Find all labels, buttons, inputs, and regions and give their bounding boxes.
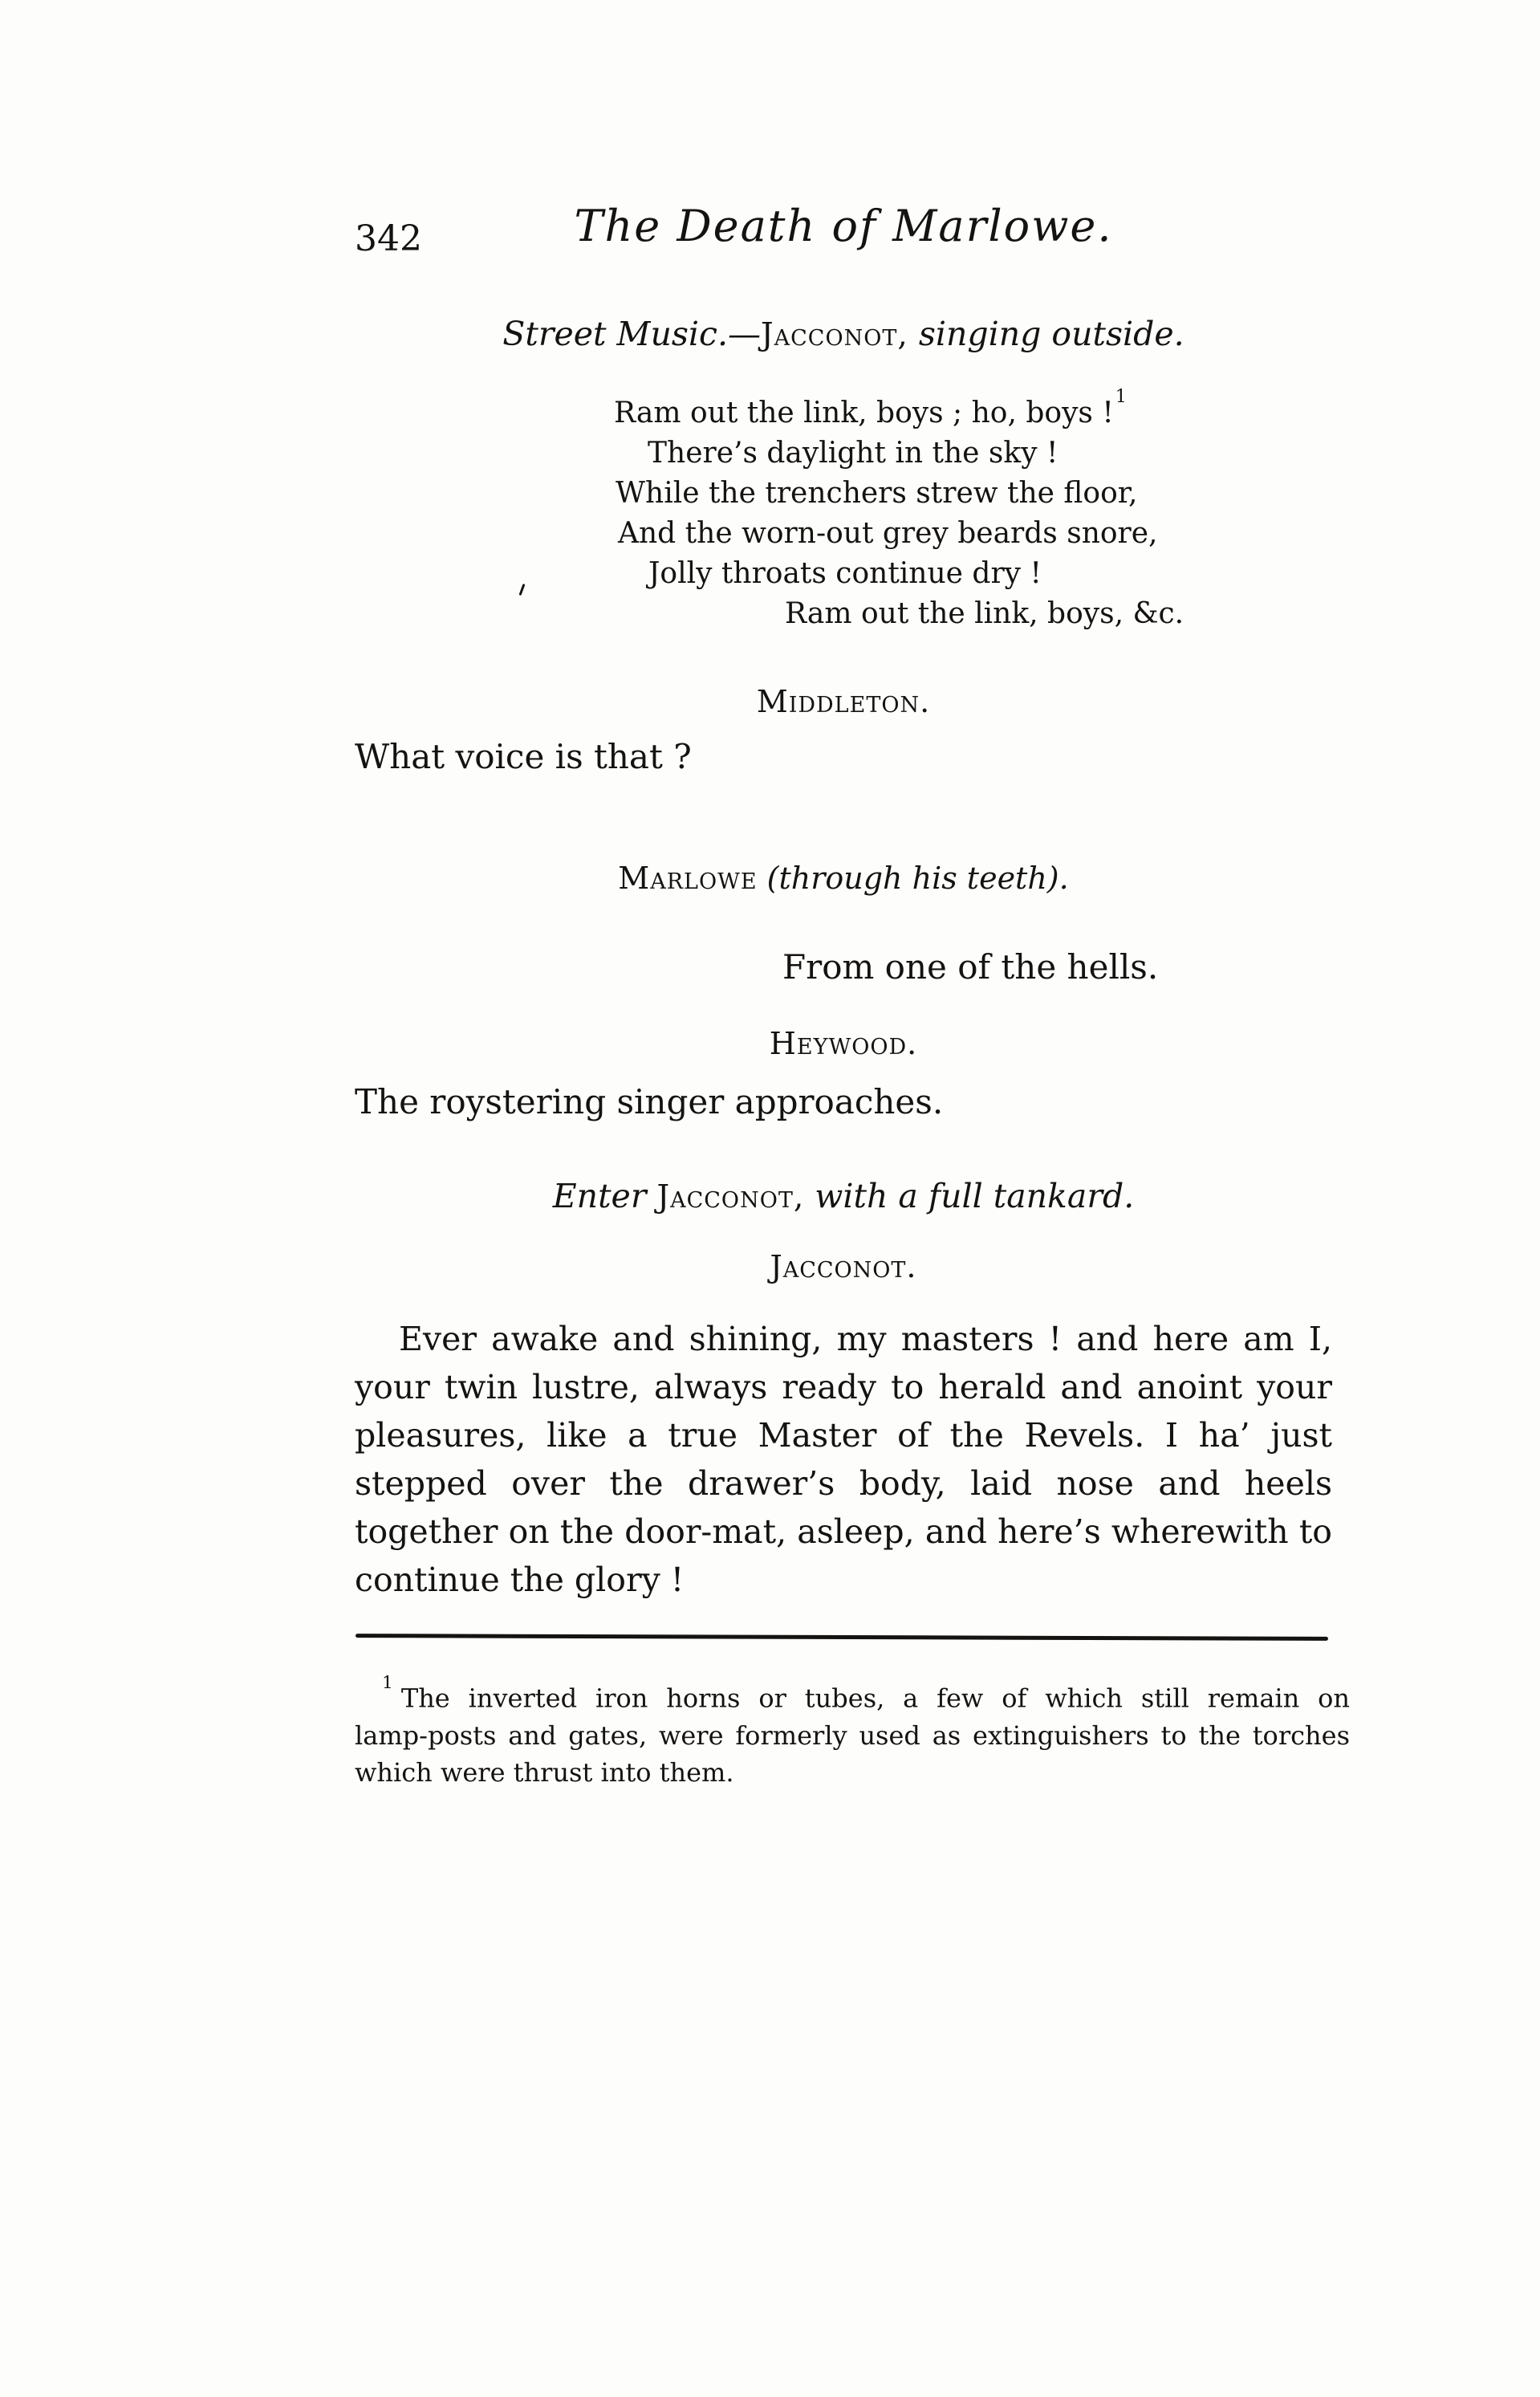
song-line: While the trenchers strew the floor, — [616, 477, 1138, 510]
song-verse — [614, 386, 1184, 634]
footnote-line — [355, 1675, 1350, 1717]
stage-direction-text: Street Music.— — [502, 315, 762, 353]
song-line: Ram out the link, boys, &c. — [785, 597, 1184, 630]
inline-stage-direction: (through his teeth). — [766, 861, 1069, 896]
running-head — [355, 201, 1332, 265]
speaker-heading-jacconot: Jacconot. — [770, 1249, 917, 1284]
footnote-text: The inverted iron horns or tubes, a few of which still remain on — [400, 1683, 1350, 1714]
page-number: 342 — [355, 218, 422, 259]
jacconot-speech — [355, 1315, 1332, 1604]
running-title: The Death of Marlowe. — [574, 201, 1113, 251]
dialogue-line-marlowe: From one of the hells. — [782, 947, 1159, 987]
speaker-heading-marlowe — [355, 861, 1332, 896]
stage-direction-enter — [355, 1177, 1332, 1215]
stage-direction-street-music — [355, 315, 1332, 353]
stage-direction-text: Enter — [552, 1177, 647, 1215]
speech-line: stepped over the drawer’s body, laid nose and heels — [355, 1464, 1332, 1503]
stage-direction-text: with a full tankard. — [815, 1177, 1135, 1215]
speech-line: your twin lustre, always ready to herald and anoint your — [355, 1368, 1332, 1406]
ink-smudge — [519, 584, 526, 596]
character-name: Jacconot, — [761, 317, 908, 353]
footnote-line: lamp-posts and gates, were formerly used as extinguishers to the torches — [355, 1719, 1350, 1751]
speech-line: Ever awake and shining, my masters ! and here am I, — [399, 1320, 1332, 1358]
footnote — [355, 1675, 1350, 1791]
footnote-divider — [356, 1634, 1328, 1641]
song-line: And the worn-out grey beards snore, — [618, 517, 1158, 550]
speech-line: continue the glory ! — [355, 1561, 685, 1599]
stage-direction-text: singing outside. — [918, 315, 1184, 353]
footnote-line: which were thrust into them. — [355, 1756, 734, 1788]
song-line — [614, 386, 1184, 433]
footnote-ref-marker: 1 — [1115, 385, 1127, 407]
footnote-number: 1 — [382, 1673, 393, 1694]
song-line: There’s daylight in the sky ! — [648, 437, 1058, 470]
speech-line: pleasures, like a true Master of the Revels. I ha’ just — [355, 1416, 1332, 1455]
song-line-text: Ram out the link, boys ; ho, boys ! — [614, 397, 1114, 429]
character-name: Jacconot, — [656, 1179, 805, 1215]
speech-line: together on the door-mat, asleep, and here’s wherewith to — [355, 1512, 1332, 1551]
speaker-heading-heywood: Heywood. — [769, 1026, 918, 1061]
dialogue-line-heywood: The roystering singer approaches. — [355, 1082, 944, 1121]
speaker-heading-middleton: Middleton. — [756, 684, 931, 719]
song-line: Jolly throats continue dry ! — [648, 557, 1042, 590]
dialogue-line-middleton: What voice is that ? — [355, 737, 692, 776]
speaker-name: Marlowe — [618, 861, 758, 896]
